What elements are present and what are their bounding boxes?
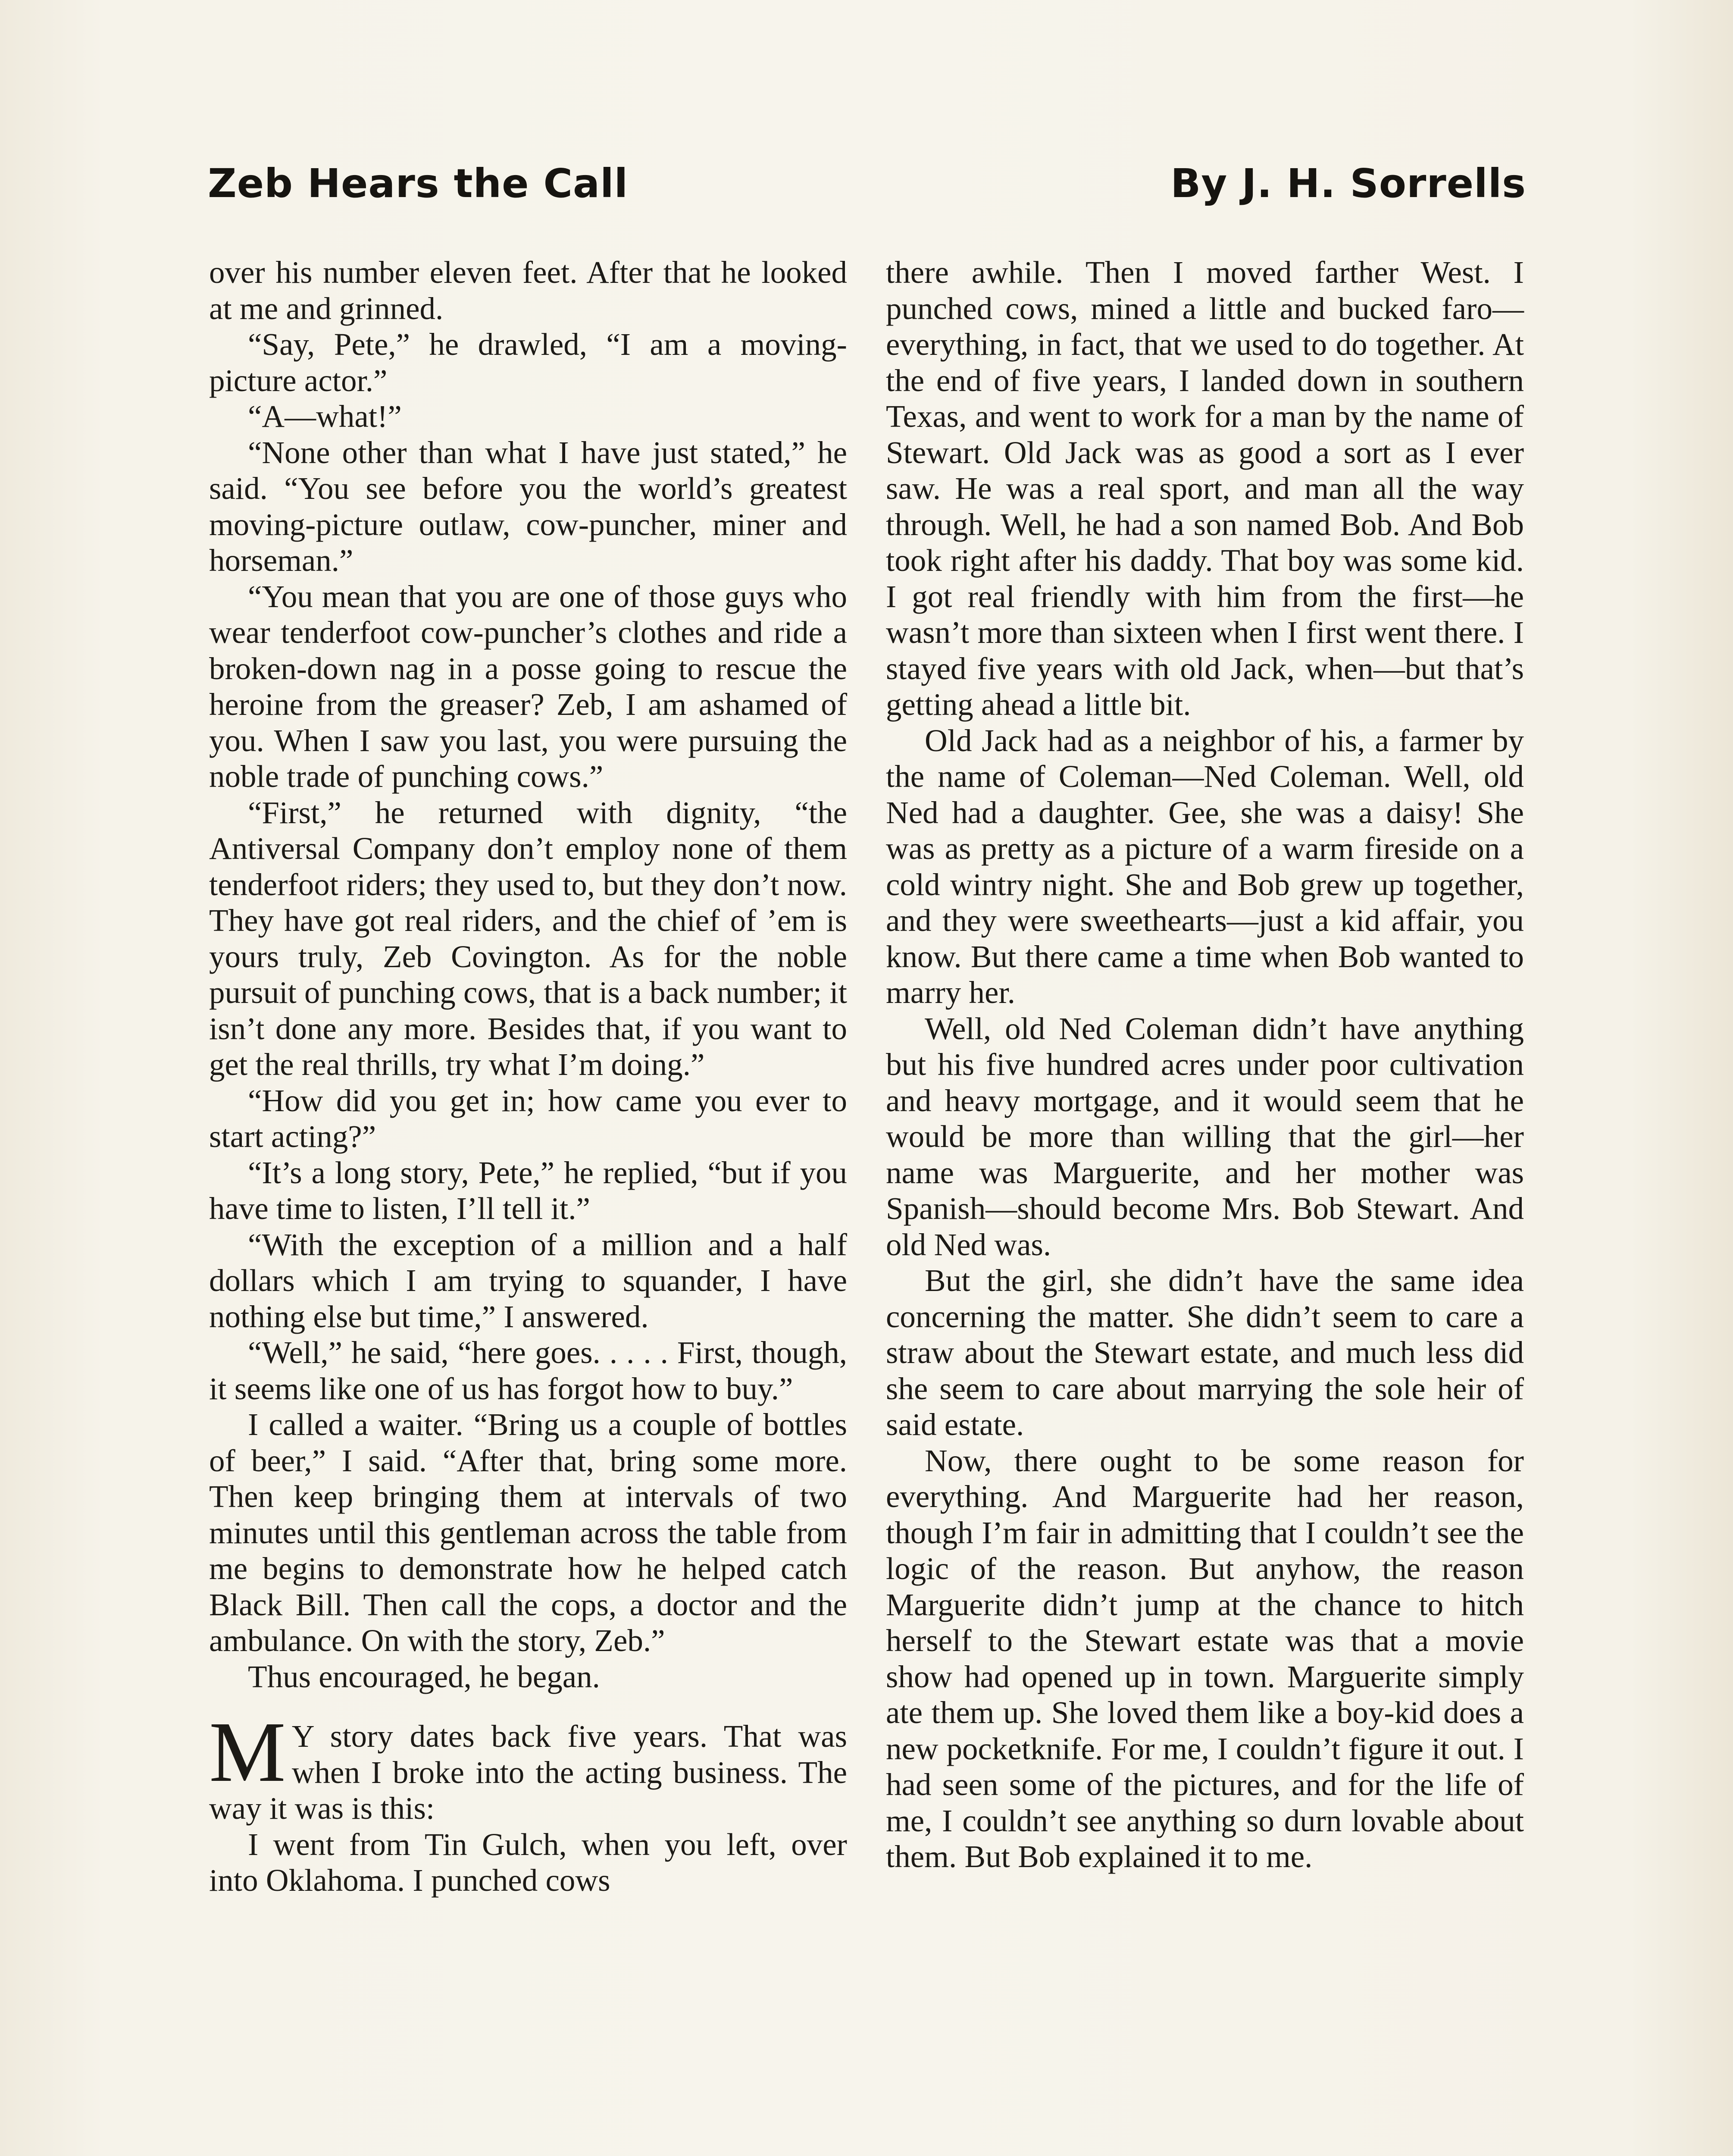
right-column [886,254,1524,1875]
paragraph: Now, there ought to be some reason for everything. And Marguerite had her reason, though I’m fair in admitting that I couldn’t see the logic of the reason. But anyhow, the reason Marguerite didn’t jump at the chance to hitch herself to the Stewart estate was that a movie show had opened up in town. Marguerite simply ate them up. She loved them like a boy-kid does a new pocketknife. For me, I couldn’t figure it out. I had seen some of the pictures, and for the life of me, I couldn’t see anything so durn lovable about them. But Bob explained it to me. [886,1443,1524,1874]
dropcap-paragraph [209,1705,847,1827]
paragraph: Thus encouraged, he began. [248,1659,600,1694]
paragraph: there awhile. Then I moved farther West. I punched cows, mined a little and bucked faro—everything, in fact, that we used to do together. At the end of five years, I landed down in southern Texas, and went to work for a man by the name of Stewart. Old Jack was as good a sort as I ever saw. He was a real sport, and man all the way through. Well, he had a son named Bob. And Bob took right after his daddy. That boy was some kid. I got real friendly with him from the first—he wasn’t more than sixteen when I first went there. I stayed five years with old Jack, when—but that’s getting ahead a little bit. [886,255,1524,722]
story-header [208,160,1526,224]
paragraph: I called a waiter. “Bring us a couple of bottles of beer,” I said. “After that, bring some more. Then keep bringing them at intervals of two minutes until this gentleman across the table from me begins to demonstrate how he helped catch Black Bill. Then call the cops, a doctor and the ambulance. On with the story, Zeb.” [209,1407,847,1658]
paragraph: “With the exception of a million and a half dollars which I am trying to squander, I have nothing else but time,” I answered. [209,1227,847,1334]
paragraph: over his number eleven feet. After that he looked at me and grinned. [209,255,847,326]
drop-cap-letter: M [209,1705,286,1800]
story-title: Zeb Hears the Call [208,160,629,207]
paragraph: “You mean that you are one of those guys who wear tenderfoot cow-puncher’s clothes and ride a broken-down nag in a posse going to rescue the heroine from the greaser? Zeb, I am ashamed of you. When I saw you last, you were pursuing the noble trade of punching cows.” [209,579,847,794]
paragraph: “Say, Pete,” he drawled, “I am a moving-picture actor.” [209,327,847,398]
paragraph: “Well,” he said, “here goes. . . . . First, though, it seems like one of us has forgot how to buy.” [209,1335,847,1406]
left-column [209,254,847,1899]
paragraph: “None other than what I have just stated,” he said. “You see before you the world’s greatest moving-picture outlaw, cow-puncher, miner and horseman.” [209,435,847,578]
paragraph: But the girl, she didn’t have the same idea concerning the matter. She didn’t seem to care a straw about the Stewart estate, and much less did she seem to care about marrying the sole heir of said estate. [886,1263,1524,1442]
paragraph: Well, old Ned Coleman didn’t have anything but his five hundred acres under poor cultivation and heavy mortgage, and it would seem that he would be more than willing that the girl—her name was Marguerite, and her mother was Spanish—should become Mrs. Bob Stewart. And old Ned was. [886,1011,1524,1262]
paragraph: “How did you get in; how came you ever to start acting?” [209,1083,847,1154]
paragraph: “A—what!” [248,399,402,434]
paragraph: Old Jack had as a neighbor of his, a farmer by the name of Coleman—Ned Coleman. Well, old Ned had a daughter. Gee, she was a daisy! She was as pretty as a picture of a warm fireside on a cold wintry night. She and Bob grew up together, and they were sweethearts—just a kid affair, you know. But there came a time when Bob wanted to marry her. [886,723,1524,1010]
paragraph: “First,” he returned with dignity, “the Antiversal Company don’t employ none of them tenderfoot riders; they used to, but they don’t now. They have got real riders, and the chief of ’em is yours truly, Zeb Covington. As for the noble pursuit of punching cows, that is a back number; it isn’t done any more. Besides that, if you want to get the real thrills, try what I’m doing.” [209,795,847,1082]
paragraph: I went from Tin Gulch, when you left, over into Oklahoma. I punched cows [209,1827,847,1898]
dropcap-text: Y story dates back five years. That was when I broke into the acting business. The way it was is this: [209,1719,847,1826]
paragraph: “It’s a long story, Pete,” he replied, “but if you have time to listen, I’ll tell it.” [209,1155,847,1226]
author-byline: By J. H. Sorrells [1170,160,1526,207]
